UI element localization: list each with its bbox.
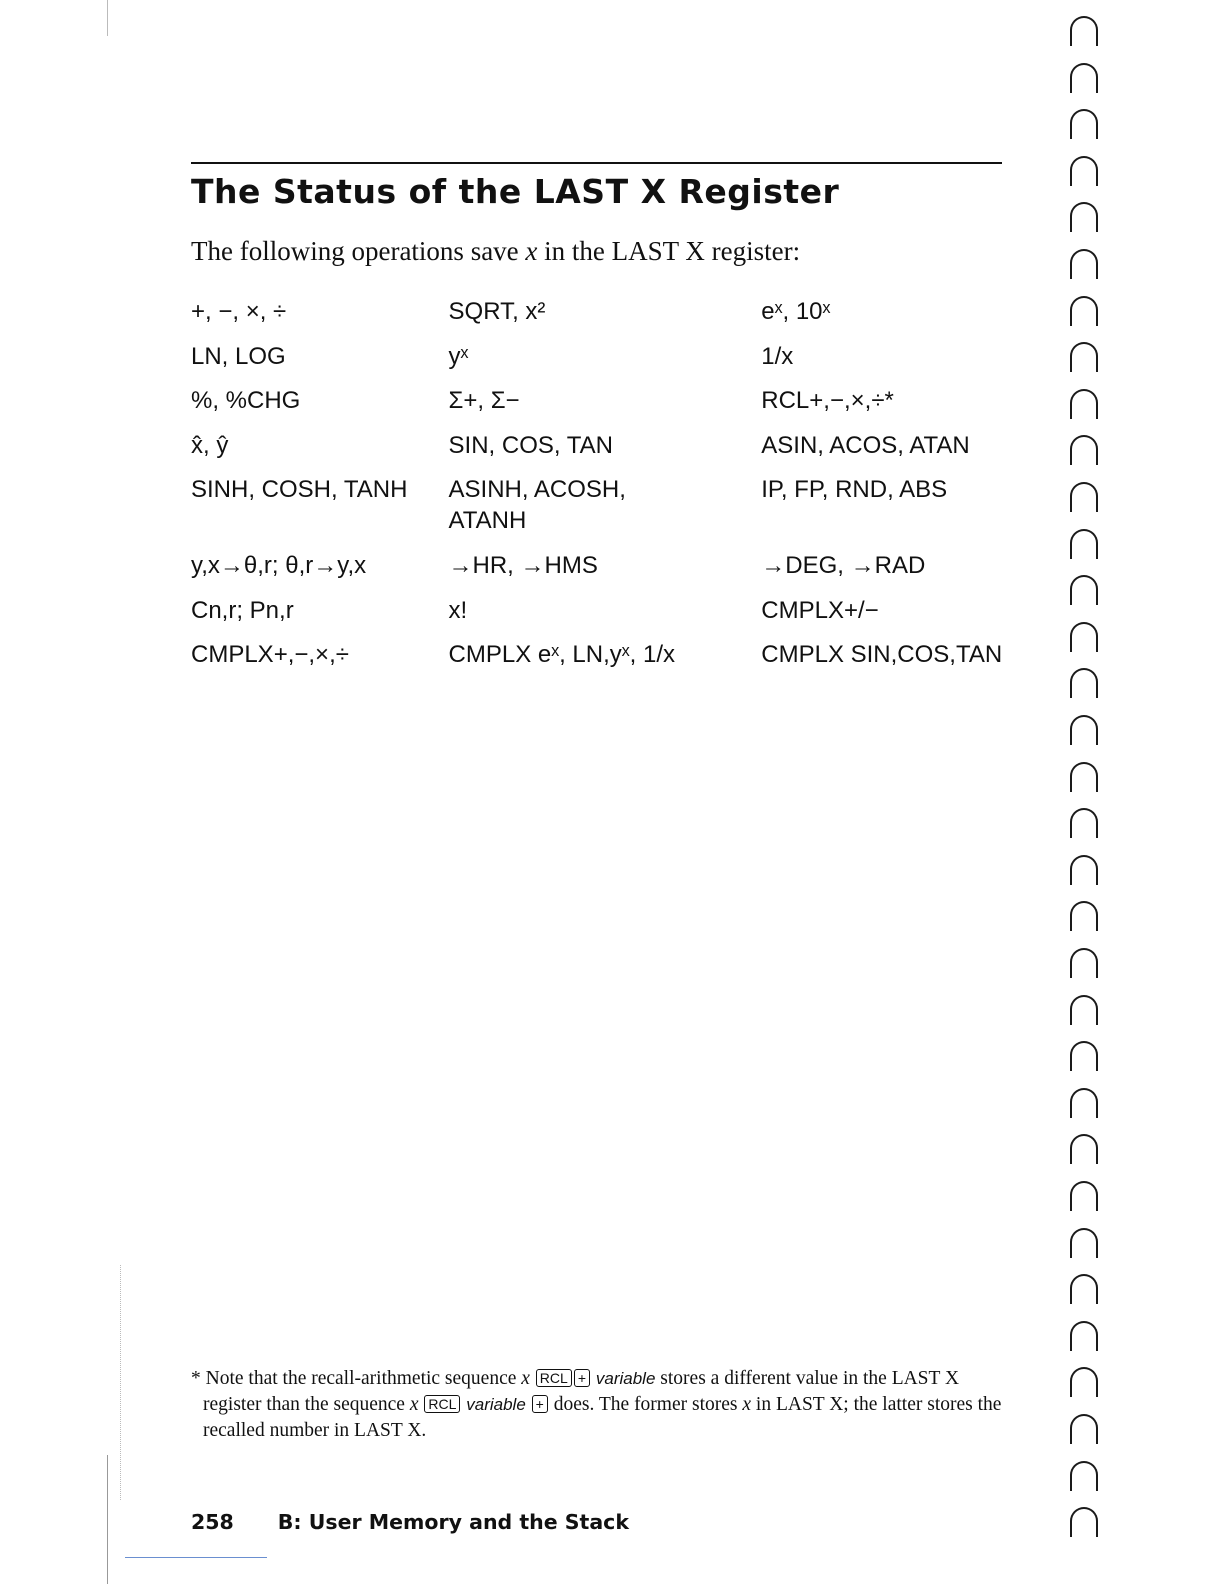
table-cell: yˣ [448, 342, 469, 370]
binding-ring-icon [1070, 1228, 1098, 1258]
intro-text-after: in the LAST X register: [537, 236, 801, 266]
table-row [191, 474, 1021, 550]
binding-ring-icon [1070, 1134, 1098, 1164]
binding-ring-icon [1070, 435, 1098, 465]
footnote-text: does. The former stores [548, 1394, 743, 1415]
binding-ring-icon [1070, 622, 1098, 652]
page-footer [191, 1510, 629, 1534]
chapter-title: B: User Memory and the Stack [277, 1510, 629, 1534]
table-cell: SINH, COSH, TANH [191, 476, 408, 503]
intro-paragraph [191, 236, 800, 267]
table-cell: LN, LOG [191, 342, 286, 370]
binding-ring-icon [1070, 668, 1098, 698]
binding-edge-mark [107, 1455, 108, 1584]
binding-ring-icon [1070, 762, 1098, 792]
section-rule [191, 162, 1002, 164]
binding-ring-icon [1070, 901, 1098, 931]
table-cell: CMPLX+/− [761, 596, 879, 624]
binding-ring-icon [1070, 63, 1098, 93]
plus-key-icon: + [532, 1395, 548, 1413]
binding-ring-icon [1070, 109, 1098, 139]
table-row [191, 595, 1021, 640]
binding-ring-icon [1070, 529, 1098, 559]
footnote-text: stores a different value in the LAST X register than the sequence [203, 1368, 960, 1415]
binding-ring-icon [1070, 342, 1098, 372]
binding-ring-icon [1070, 1088, 1098, 1118]
table-cell: CMPLX+,−,×,÷ [191, 641, 349, 668]
binding-ring-icon [1070, 855, 1098, 885]
binding-edge-mark [107, 0, 108, 36]
binding-ring-icon [1070, 249, 1098, 279]
table-row [191, 341, 1021, 386]
table-cell: →HR, →HMS [448, 552, 598, 579]
rcl-key-icon: RCL [536, 1369, 572, 1387]
plus-key-icon: + [574, 1369, 590, 1387]
footnote-variable-word: variable [466, 1395, 526, 1414]
table-cell: →DEG, →RAD [761, 552, 926, 579]
binding-ring-icon [1070, 1507, 1098, 1537]
table-cell: SQRT, x² [448, 298, 546, 325]
table-cell: ASINH, ACOSH, ATANH [448, 476, 626, 534]
binding-ring-icon [1070, 715, 1098, 745]
rcl-key-icon: RCL [424, 1395, 460, 1413]
table-cell: x̂, ŷ [191, 431, 229, 459]
table-cell: RCL+,−,×,÷* [761, 387, 894, 414]
binding-ring-icon [1070, 1321, 1098, 1351]
binding-dotted-mark [120, 1265, 122, 1500]
table-row [191, 430, 1021, 475]
footnote [191, 1366, 1015, 1444]
binding-ring-icon [1070, 1414, 1098, 1444]
footnote-variable-x: x [521, 1368, 530, 1389]
table-cell: eˣ, 10ˣ [761, 298, 831, 325]
table-cell: Σ+, Σ− [448, 387, 520, 414]
binding-ring-icon [1070, 482, 1098, 512]
footnote-marker: * [191, 1368, 201, 1389]
binding-ring-icon [1070, 1274, 1098, 1304]
binding-ring-icon [1070, 389, 1098, 419]
binding-ring-icon [1070, 1041, 1098, 1071]
footnote-variable-x: x [742, 1394, 752, 1415]
footnote-variable-word: variable [595, 1369, 656, 1388]
binding-ring-icon [1070, 16, 1098, 46]
footnote-variable-x: x [409, 1394, 419, 1415]
table-cell: +, −, ×, ÷ [191, 298, 287, 325]
table-cell: Cn,r; Pn,r [191, 596, 294, 624]
binding-ring-icon [1070, 948, 1098, 978]
binding-ring-icon [1070, 808, 1098, 838]
table-cell: IP, FP, RND, ABS [761, 476, 948, 503]
intro-text-before: The following operations save [191, 236, 526, 266]
operations-table [191, 296, 1021, 684]
footnote-text: in LAST X; the latter stores the recalled number in LAST X. [203, 1394, 1002, 1441]
section-title: The Status of the LAST X Register [191, 172, 840, 211]
table-row [191, 296, 1021, 341]
scan-edge-line [125, 1557, 267, 1558]
table-row [191, 385, 1021, 430]
table-cell: x! [448, 596, 468, 624]
footnote-text: Note that the recall-arithmetic sequence [205, 1368, 522, 1389]
binding-ring-icon [1070, 1181, 1098, 1211]
table-cell: CMPLX SIN,COS,TAN [761, 641, 1003, 668]
binding-ring-icon [1070, 575, 1098, 605]
binding-ring-icon [1070, 1367, 1098, 1397]
page-number: 258 [191, 1510, 234, 1534]
table-cell: ASIN, ACOS, ATAN [761, 431, 970, 459]
table-cell: %, %CHG [191, 387, 301, 414]
binding-ring-icon [1070, 995, 1098, 1025]
intro-variable: x [525, 236, 538, 266]
table-cell: CMPLX eˣ, LN,yˣ, 1/x [448, 641, 676, 668]
table-cell: 1/x [761, 342, 794, 370]
table-cell: y,x→θ,r; θ,r→y,x [191, 552, 367, 579]
binding-ring-icon [1070, 296, 1098, 326]
binding-ring-icon [1070, 156, 1098, 186]
table-row [191, 550, 1021, 595]
table-row [191, 639, 1021, 684]
table-cell: SIN, COS, TAN [448, 431, 613, 459]
binding-ring-icon [1070, 1461, 1098, 1491]
spiral-binding [1062, 16, 1112, 1584]
binding-ring-icon [1070, 202, 1098, 232]
